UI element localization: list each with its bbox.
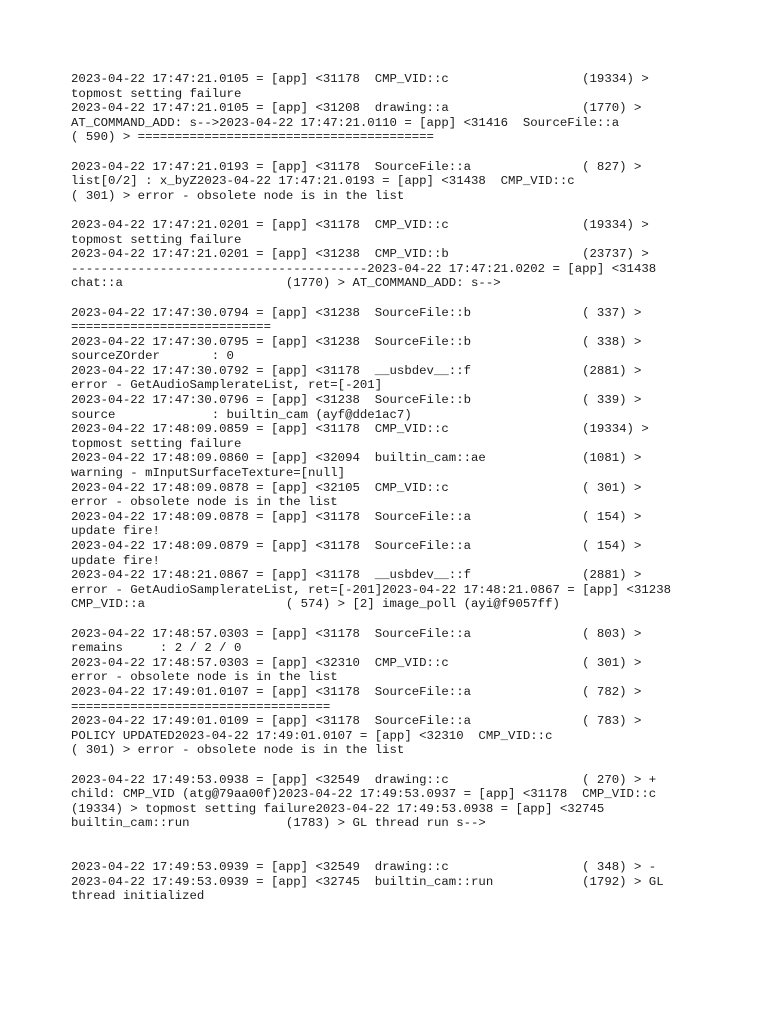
log-line: AT_COMMAND_ADD: s-->2023-04-22 17:47:21.0110 = [app] <31416 SourceFile::a (71, 115, 620, 130)
log-page (71, 72, 711, 904)
blank-line (71, 203, 711, 218)
blank-line (71, 291, 711, 306)
log-line: 2023-04-22 17:48:09.0878 = [app] <32105 CMP_VID::c ( 301) > (71, 480, 642, 495)
log-line: sourceZOrder : 0 (71, 349, 234, 364)
log-line: list[0/2] : x_byZ2023-04-22 17:47:21.0193 = [app] <31438 CMP_VID::c (71, 174, 575, 189)
log-line: update fire! (71, 524, 160, 539)
log-line: 2023-04-22 17:49:53.0939 = [app] <32549 drawing::c ( 348) > - (71, 860, 657, 875)
log-line: 2023-04-22 17:48:09.0859 = [app] <31178 CMP_VID::c (19334) > (71, 422, 649, 437)
log-line: CMP_VID::a ( 574) > [2] image_poll (ayi@f9057ff) (71, 597, 560, 612)
log-line: topmost setting failure (71, 436, 242, 451)
log-line: 2023-04-22 17:47:21.0105 = [app] <31178 CMP_VID::c (19334) > (71, 72, 649, 86)
log-line: 2023-04-22 17:48:21.0867 = [app] <31178 __usbdev__::f (2881) > (71, 568, 642, 583)
log-line: update fire! (71, 553, 160, 568)
log-line: 2023-04-22 17:47:30.0794 = [app] <31238 SourceFile::b ( 337) > (71, 305, 642, 320)
log-line: =========================== (71, 320, 272, 335)
log-line: thread initialized (71, 889, 205, 904)
log-line: (19334) > topmost setting failure2023-04-22 17:49:53.0938 = [app] <32745 (71, 801, 605, 816)
log-line: 2023-04-22 17:48:57.0303 = [app] <32310 CMP_VID::c ( 301) > (71, 655, 642, 670)
blank-line (71, 758, 711, 773)
log-line: remains : 2 / 2 / 0 (71, 641, 242, 656)
blank-line (71, 145, 711, 160)
log-line: topmost setting failure (71, 86, 242, 101)
log-line: ( 301) > error - obsolete node is in the list (71, 743, 405, 758)
log-line: error - GetAudioSamplerateList, ret=[-201] (71, 378, 383, 393)
log-line: 2023-04-22 17:48:09.0860 = [app] <32094 builtin_cam::ae (1081) > (71, 451, 642, 466)
log-line: POLICY UPDATED2023-04-22 17:49:01.0107 = [app] <32310 CMP_VID::c (71, 728, 553, 743)
log-line: 2023-04-22 17:47:21.0201 = [app] <31178 CMP_VID::c (19334) > (71, 217, 649, 232)
log-line: error - obsolete node is in the list (71, 495, 338, 510)
log-line: topmost setting failure (71, 232, 242, 247)
log-line: 2023-04-22 17:47:21.0201 = [app] <31238 CMP_VID::b (23737) > (71, 247, 649, 262)
log-line: 2023-04-22 17:47:30.0796 = [app] <31238 SourceFile::b ( 339) > (71, 393, 642, 408)
log-line: =================================== (71, 699, 331, 714)
log-line: 2023-04-22 17:49:01.0107 = [app] <31178 SourceFile::a ( 782) > (71, 684, 642, 699)
log-line: ----------------------------------------2023-04-22 17:47:21.0202 = [app] <31438 (71, 261, 657, 276)
blank-line (71, 831, 711, 846)
log-line: 2023-04-22 17:49:53.0938 = [app] <32549 drawing::c ( 270) > + (71, 772, 657, 787)
log-line: 2023-04-22 17:47:21.0105 = [app] <31208 drawing::a (1770) > (71, 101, 642, 116)
log-line: 2023-04-22 17:48:09.0878 = [app] <31178 SourceFile::a ( 154) > (71, 509, 642, 524)
log-line: 2023-04-22 17:48:57.0303 = [app] <31178 SourceFile::a ( 803) > (71, 626, 642, 641)
log-line: child: CMP_VID (atg@79aa00f)2023-04-22 17:49:53.0937 = [app] <31178 CMP_VID::c (71, 787, 657, 802)
log-line: ( 590) > ======================================== (71, 130, 434, 145)
log-line: 2023-04-22 17:48:09.0879 = [app] <31178 SourceFile::a ( 154) > (71, 539, 642, 553)
log-line: source : builtin_cam (ayf@dde1ac7) (71, 407, 412, 422)
log-line: chat::a (1770) > AT_COMMAND_ADD: s--> (71, 276, 501, 291)
log-line: 2023-04-22 17:47:21.0193 = [app] <31178 SourceFile::a ( 827) > (71, 159, 642, 174)
log-line: error - GetAudioSamplerateList, ret=[-201]2023-04-22 17:48:21.0867 = [app] <31238 (71, 582, 672, 597)
log-line: 2023-04-22 17:49:01.0109 = [app] <31178 SourceFile::a ( 783) > (71, 714, 642, 729)
log-line: 2023-04-22 17:47:30.0795 = [app] <31238 SourceFile::b ( 338) > (71, 334, 642, 349)
log-line: ( 301) > error - obsolete node is in the list (71, 188, 405, 203)
log-line: error - obsolete node is in the list (71, 670, 338, 685)
log-line: 2023-04-22 17:49:53.0939 = [app] <32745 builtin_cam::run (1792) > GL (71, 874, 664, 889)
log-line: warning - mInputSurfaceTexture=[null] (71, 466, 346, 481)
log-line: 2023-04-22 17:47:30.0792 = [app] <31178 __usbdev__::f (2881) > (71, 363, 642, 378)
blank-line (71, 612, 711, 627)
log-line: builtin_cam::run (1783) > GL thread run s--> (71, 816, 486, 831)
blank-line (71, 845, 711, 860)
